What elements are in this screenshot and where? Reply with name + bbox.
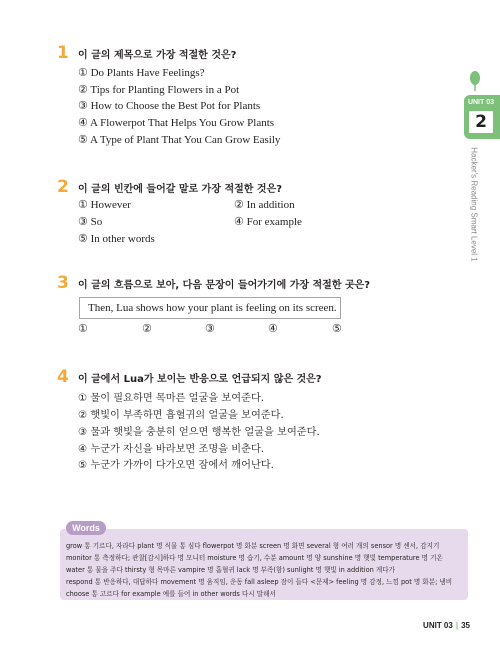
question-number: 4 [57,367,69,387]
vocabulary-line: water 통 물을 주다 thirsty 형 목마른 vampire 명 흡혈귀 lack 명 부족(함) sunlight 명 햇빛 in addition 게다가 [66,566,396,574]
option-3: ③ 물과 햇빛을 충분히 얻으면 행복한 얼굴을 보여준다. [78,427,320,438]
unit-label: UNIT 03 [467,99,494,106]
book-title-vertical: Hacker's Reading Smart Level 1 [469,147,479,262]
leaf-icon [468,70,482,92]
option-4: ④ A Flowerpot That Helps You Grow Plants [78,117,275,129]
vocabulary-line: monitor 통 측정하다; 관찰[감시]하다 명 모니터 moisture 명 습기, 수분 amount 명 양 sunshine 명 햇빛 temperature 명 기온 [66,554,443,562]
question-number: 2 [57,177,69,197]
option-3: ③ How to Choose the Best Pot for Plants [78,100,261,112]
question-text: 이 글에서 Lua가 보이는 반응으로 언급되지 않은 것은? [78,374,322,385]
position-choice-1: ① [78,323,88,335]
option-3: ③ So [78,216,103,228]
page-number: 35 [461,621,470,630]
position-choice-5: ⑤ [332,323,342,335]
option-4: ④ 누군가 자신을 바라보면 조명을 비춘다. [78,444,265,455]
option-5: ⑤ In other words [78,233,155,245]
page-footer [423,621,470,630]
position-choice-2: ② [142,323,152,335]
vocabulary-line: respond 통 반응하다, 대답하다 movement 명 움직임, 운동 fall asleep 잠이 들다 <문제> feeling 명 감정, 느낌 pot 명 화분; 냄비 [66,578,453,586]
question-text: 이 글의 빈칸에 들어갈 말로 가장 적절한 것은? [78,184,283,195]
footer-separator: | [455,621,459,630]
option-4: ④ For example [234,216,302,228]
question-number: 1 [57,43,69,63]
option-5: ⑤ A Type of Plant That You Can Grow Easily [78,134,281,146]
option-2: ② In addition [234,199,295,211]
insert-sentence-box [79,297,341,319]
question-text: 이 글의 흐름으로 보아, 다음 문장이 들어가기에 가장 적절한 곳은? [78,280,371,291]
position-choice-3: ③ [205,323,215,335]
position-choice-4: ④ [268,323,278,335]
option-1: ① Do Plants Have Feelings? [78,67,205,79]
option-2: ② Tips for Planting Flowers in a Pot [78,84,240,96]
footer-unit: UNIT 03 [423,621,453,630]
vocabulary-title: Words [66,521,106,535]
unit-number: 2 [468,110,494,134]
option-1: ① 물이 필요하면 목마른 얼굴을 보여준다. [78,393,265,404]
question-text: 이 글의 제목으로 가장 적절한 것은? [78,50,237,61]
option-2: ② 햇빛이 부족하면 흡혈귀의 얼굴을 보여준다. [78,410,284,421]
insert-sentence: Then, Lua shows how your plant is feeling on its screen. [88,302,337,314]
question-number: 3 [57,273,69,293]
option-5: ⑤ 누군가 가까이 다가오면 잠에서 깨어난다. [78,460,274,471]
vocabulary-line: grow 통 기르다, 자라다 plant 명 식물 통 심다 flowerpot 명 화분 screen 명 화면 several 형 여러 개의 sensor 명 센서, 감지기 [66,542,440,550]
option-1: ① However [78,199,131,211]
vocabulary-line: choose 통 고르다 for example 예를 들어 in other words 다시 말해서 [66,590,276,598]
